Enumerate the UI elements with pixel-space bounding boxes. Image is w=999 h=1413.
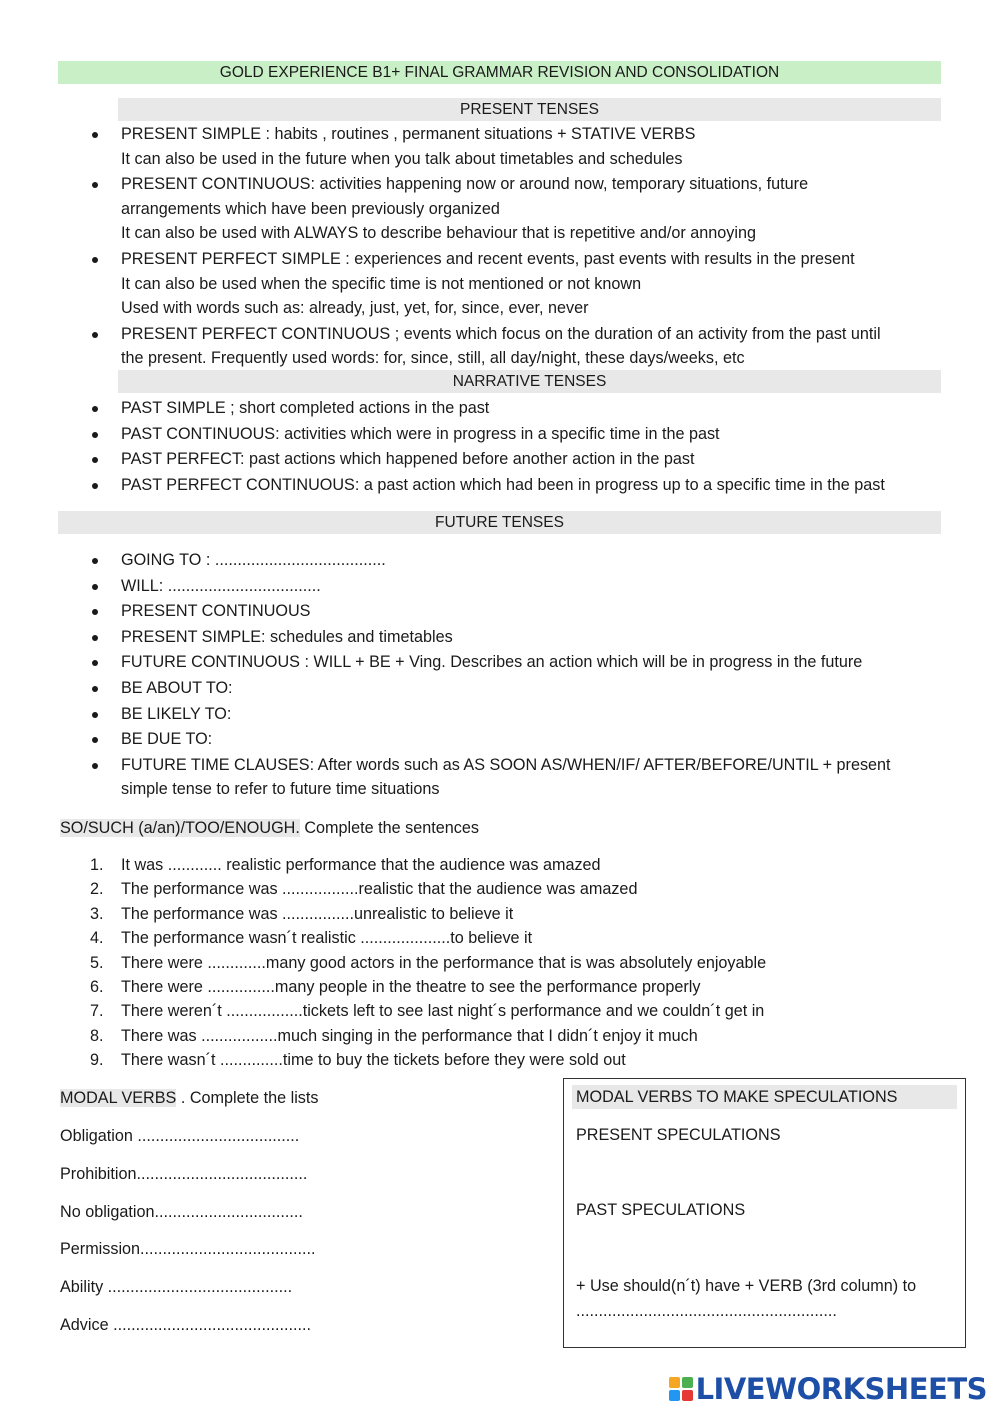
modal-item-permission: Permission....................................... — [60, 1240, 316, 1258]
present-speculations-label: PRESENT SPECULATIONS — [576, 1126, 781, 1144]
list-item: PRESENT PERFECT CONTINUOUS ; events which focus on the duration of an activity from the past until the present. Frequently used words: for, since, still, all day/night, these days/weeks, etc — [58, 322, 958, 371]
modal-item-no-obligation: No obligation................................. — [60, 1203, 303, 1221]
modal-item-advice: Advice ............................................ — [60, 1316, 311, 1334]
list-item: 5. There were .............many good actors in the performance that is was absolutely enjoyable — [90, 953, 767, 972]
speculation-heading: MODAL VERBS TO MAKE SPECULATIONS — [572, 1085, 957, 1109]
list-item: FUTURE CONTINUOUS : WILL + BE + Ving. Describes an action which will be in progress in the future — [58, 650, 958, 676]
list-item: PAST PERFECT: past actions which happened before another action in the past — [58, 447, 958, 473]
so-such-instruction: Complete the sentences — [299, 819, 479, 837]
list-item: PRESENT CONTINUOUS: activities happening now or around now, temporary situations, future arrangements which have been previously organized It can also be used with ALWAYS to describe behaviour that is repetitive and/or annoying — [58, 172, 958, 246]
list-item: 6. There were ...............many people in the theatre to see the performance properly — [90, 978, 701, 997]
present-tenses-list — [58, 122, 958, 372]
list-item: 2. The performance was .................realistic that the audience was amazed — [90, 880, 638, 899]
list-item: BE DUE TO: — [58, 727, 958, 753]
so-such-sentences — [58, 853, 958, 1073]
speculation-note: + Use should(n´t) have + VERB (3rd column) to — [576, 1277, 917, 1295]
modal-heading-line — [60, 1086, 319, 1110]
modal-item-obligation: Obligation .................................... — [60, 1127, 300, 1145]
list-item: PRESENT PERFECT SIMPLE : experiences and recent events, past events with results in the present It can also be used when the specific time is not mentioned or not known Used with words such as: already, just, yet, for, since, ever, never — [58, 247, 958, 321]
list-item: BE LIKELY TO: — [58, 702, 958, 728]
modal-item-prohibition: Prohibition...................................... — [60, 1165, 308, 1183]
list-item: GOING TO : ...................................... — [58, 548, 958, 574]
future-tenses-list — [58, 548, 958, 802]
list-item: 8. There was .................much singing in the performance that I didn´t enjoy it much — [90, 1026, 698, 1045]
future-tenses-heading: FUTURE TENSES — [58, 511, 941, 534]
list-item: WILL: .................................. — [58, 574, 958, 600]
list-item: PRESENT SIMPLE: schedules and timetables — [58, 625, 958, 651]
modal-item-ability: Ability ......................................... — [60, 1278, 293, 1296]
list-item: 9. There wasn´t ..............time to buy the tickets before they were sold out — [90, 1051, 626, 1070]
narrative-tenses-heading: NARRATIVE TENSES — [118, 370, 941, 393]
list-item: PRESENT CONTINUOUS — [58, 599, 958, 625]
list-item: PAST SIMPLE ; short completed actions in the past — [58, 396, 958, 422]
so-such-heading: SO/SUCH (a/an)/TOO/ENOUGH. — [60, 819, 300, 837]
logo-text: LIVEWORKSHEETS — [695, 1372, 987, 1406]
modal-instruction: . Complete the lists — [176, 1089, 319, 1107]
list-item: PAST PERFECT CONTINUOUS: a past action which had been in progress up to a specific time in the past — [58, 473, 958, 499]
so-such-heading-line — [60, 816, 479, 840]
list-item: PAST CONTINUOUS: activities which were in progress in a specific time in the past — [58, 422, 958, 448]
list-item: 7. There weren´t .................tickets left to see last night´s performance and we couldn´t get in — [90, 1002, 765, 1021]
list-item: BE ABOUT TO: — [58, 676, 958, 702]
past-speculations-label: PAST SPECULATIONS — [576, 1201, 746, 1219]
list-item: 3. The performance was ................unrealistic to believe it — [90, 904, 514, 923]
list-item: PRESENT SIMPLE : habits , routines , permanent situations + STATIVE VERBS It can also be used in the future when you talk about timetables and schedules — [58, 122, 958, 171]
list-item: FUTURE TIME CLAUSES: After words such as AS SOON AS/WHEN/IF/ AFTER/BEFORE/UNTIL + present simple tense to refer to future time situations — [58, 753, 958, 802]
page-title: GOLD EXPERIENCE B1+ FINAL GRAMMAR REVISION AND CONSOLIDATION — [58, 61, 941, 84]
present-tenses-heading: PRESENT TENSES — [118, 98, 941, 121]
list-item: 4. The performance wasn´t realistic ....................to believe it — [90, 929, 533, 948]
speculation-note-blank: .......................................................... — [576, 1302, 837, 1320]
logo-icon — [669, 1377, 693, 1401]
modal-heading: MODAL VERBS — [60, 1089, 177, 1107]
narrative-tenses-list — [58, 396, 958, 498]
list-item: 1. It was ............ realistic performance that the audience was amazed — [90, 856, 601, 874]
liveworksheets-logo — [669, 1372, 987, 1406]
